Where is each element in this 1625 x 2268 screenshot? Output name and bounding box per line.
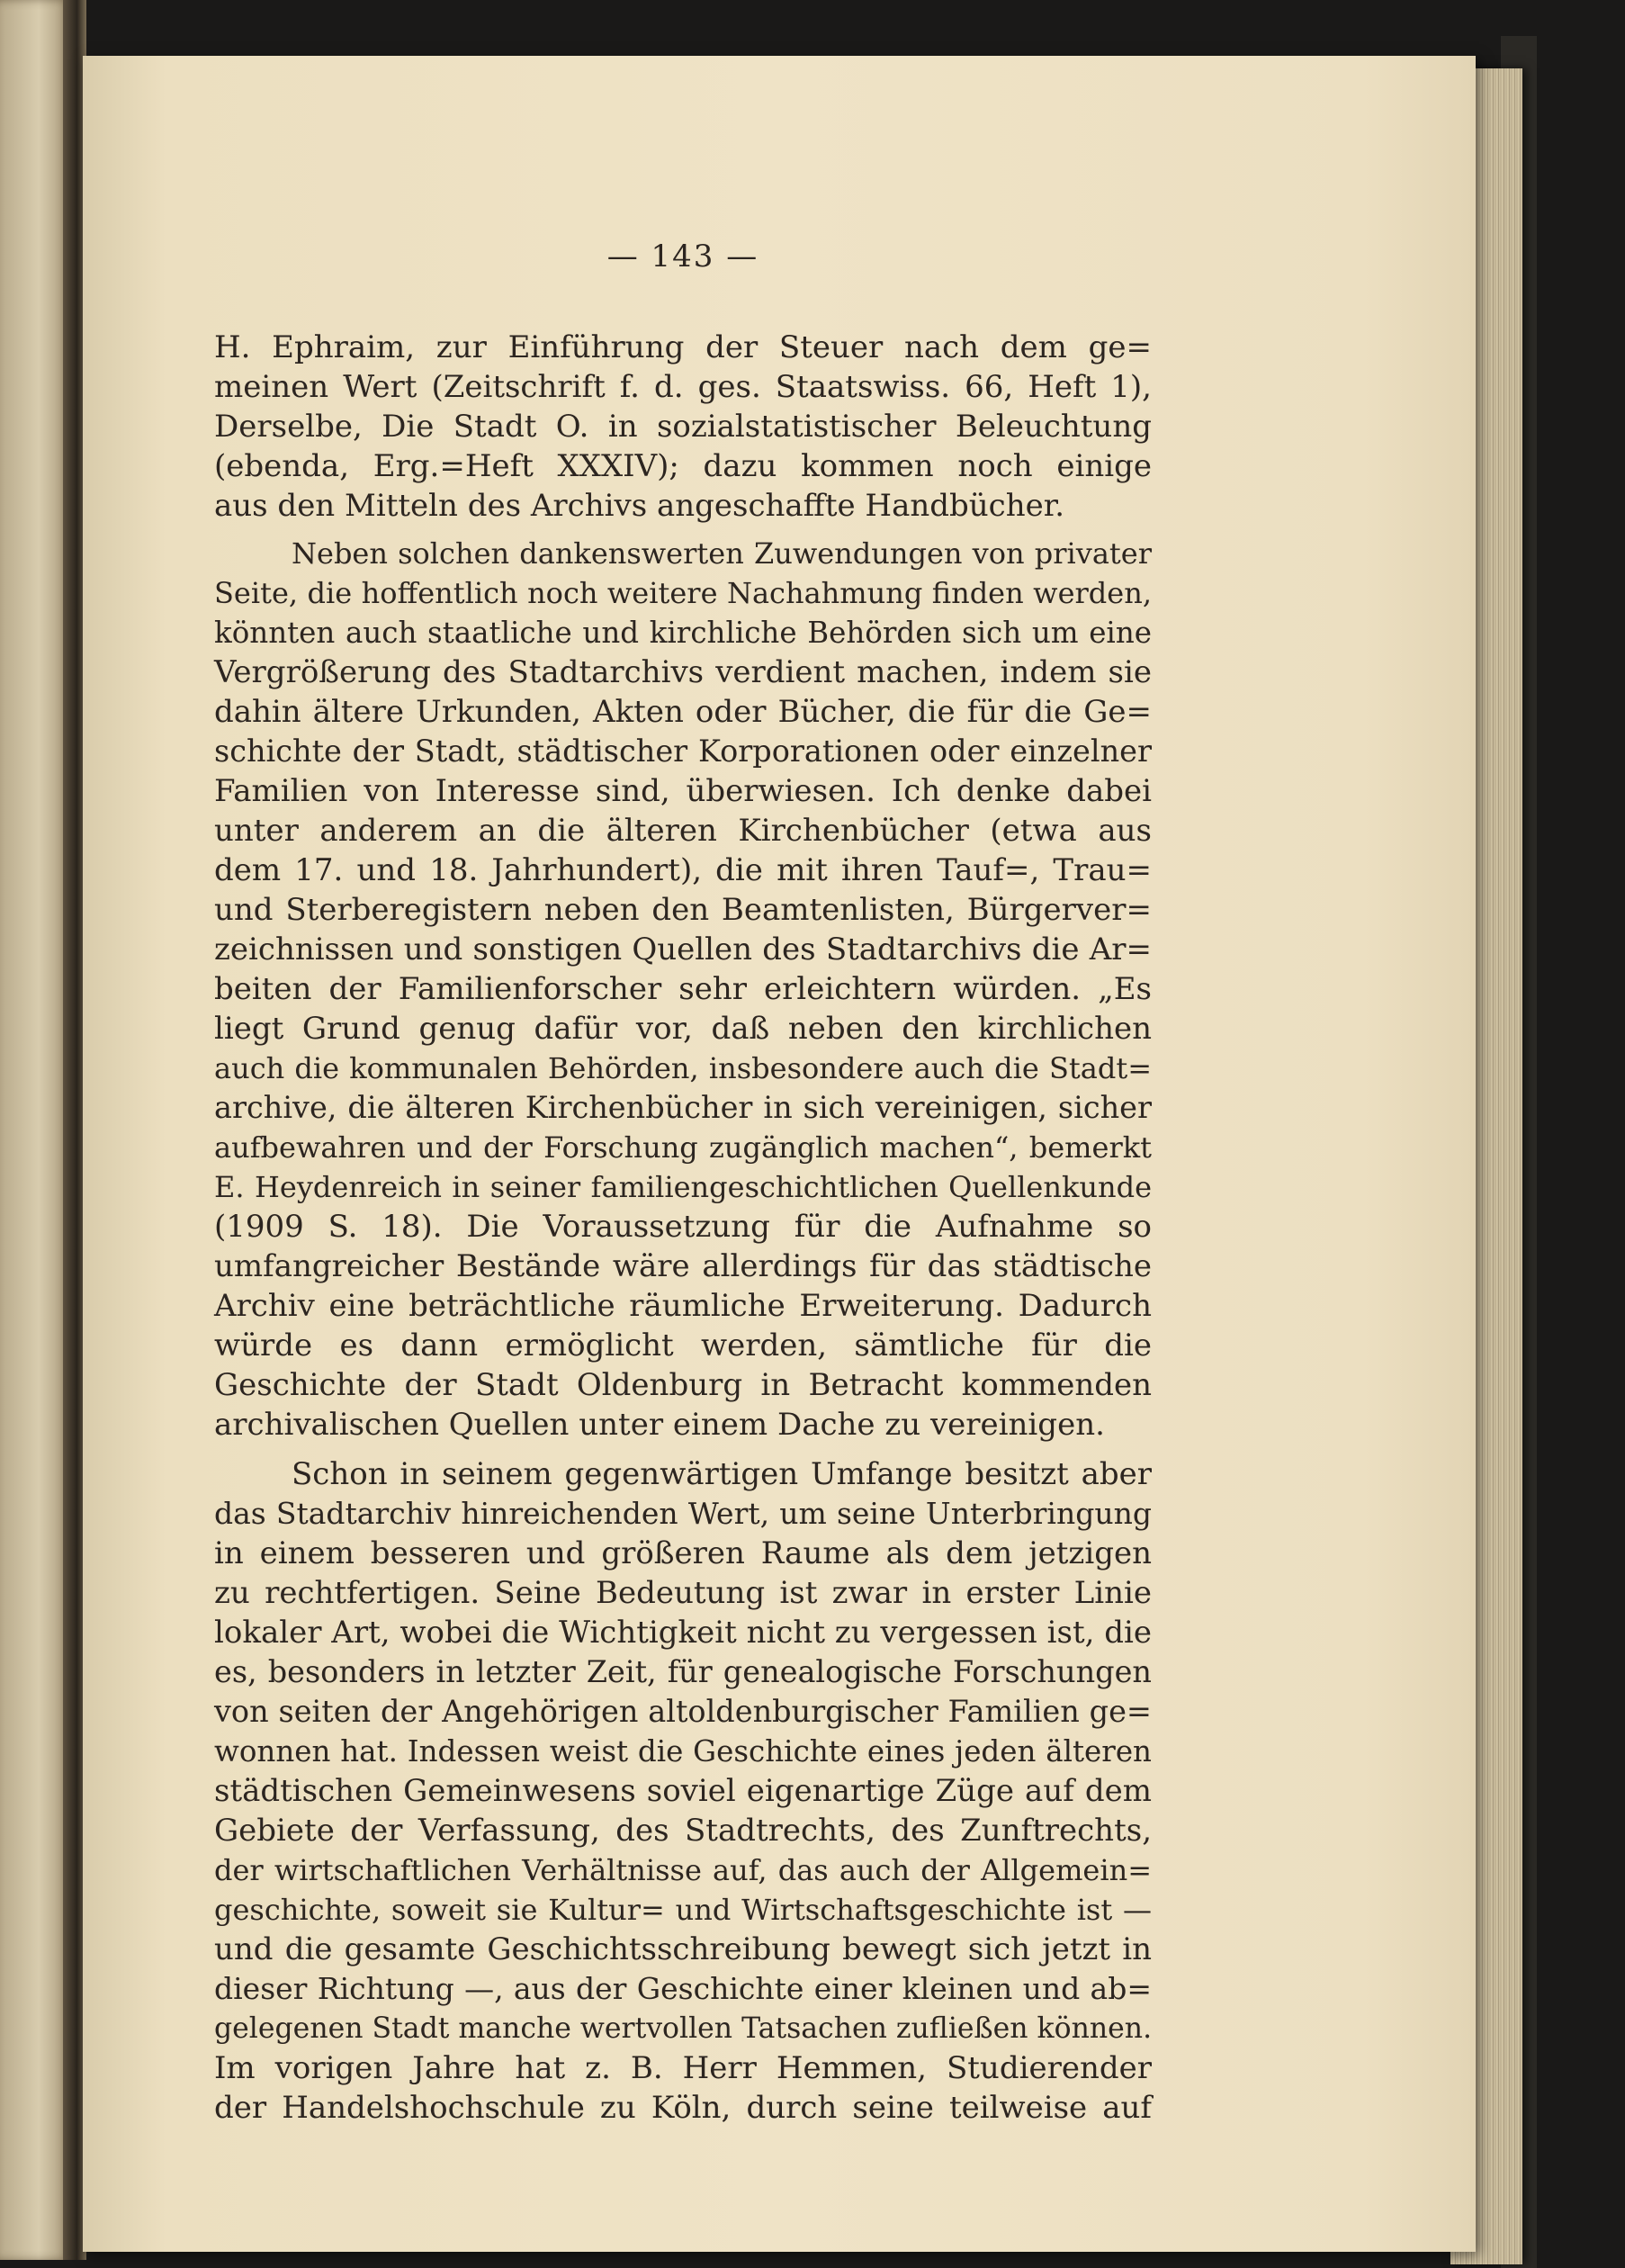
text-line: beiten der Familienforscher sehr erleichtern würden. „Es	[214, 971, 1152, 1007]
text-line: Schon in seinem gegenwärtigen Umfange besitzt aber	[292, 1456, 1152, 1492]
text-line: H. Ephraim, zur Einführung der Steuer nach dem ge=	[214, 329, 1152, 365]
text-line: es, besonders in letzter Zeit, für genealogische Forschungen	[214, 1654, 1152, 1689]
text-line: zu rechtfertigen. Seine Bedeutung ist zwar in erster Linie	[214, 1575, 1152, 1611]
text-line: dahin ältere Urkunden, Akten oder Bücher, die für die Ge=	[214, 694, 1152, 730]
text-line: der Handelshochschule zu Köln, durch seine teilweise auf	[214, 2090, 1152, 2126]
text-line: archive, die älteren Kirchenbücher in sich vereinigen, sicher	[214, 1090, 1152, 1125]
text-line: liegt Grund genug dafür vor, daß neben den kirchlichen	[214, 1011, 1152, 1047]
text-line: umfangreicher Bestände wäre allerdings für das städtische	[214, 1248, 1152, 1284]
text-line: das Stadtarchiv hinreichenden Wert, um seine Unterbringung	[214, 1496, 1152, 1531]
text-line: geschichte, soweit sie Kultur= und Wirtschaftsgeschichte ist —	[214, 1893, 1152, 1927]
text-line: E. Heydenreich in seiner familiengeschichtlichen Quellenkunde	[214, 1170, 1152, 1204]
text-line: Derselbe, Die Stadt O. in sozialstatistischer Beleuchtung	[214, 409, 1152, 445]
text-line: Neben solchen dankenswerten Zuwendungen von privater	[292, 536, 1152, 571]
page-number: — 143 —	[606, 238, 759, 274]
text-line: lokaler Art, wobei die Wichtigkeit nicht zu vergessen ist, die	[214, 1615, 1152, 1651]
text-line: zeichnissen und sonstigen Quellen des Stadtarchivs die Ar=	[214, 932, 1152, 968]
text-line: würde es dann ermöglicht werden, sämtliche für die	[214, 1328, 1152, 1364]
text-line: von seiten der Angehörigen altoldenburgischer Familien ge=	[214, 1694, 1152, 1729]
text-line: Geschichte der Stadt Oldenburg in Betracht kommenden	[214, 1367, 1152, 1403]
text-line: Seite, die hoffentlich noch weitere Nachahmung finden werden,	[214, 576, 1152, 610]
text-line: (1909 S. 18). Die Voraussetzung für die Aufnahme so	[214, 1209, 1152, 1245]
text-line: aufbewahren und der Forschung zugänglich machen“, bemerkt	[214, 1130, 1152, 1165]
text-line: könnten auch staatliche und kirchliche Behörden sich um eine	[214, 616, 1152, 650]
text-line: Gebiete der Verfassung, des Stadtrechts, des Zunftrechts,	[214, 1813, 1152, 1849]
text-line: Im vorigen Jahre hat z. B. Herr Hemmen, Studierender	[214, 2050, 1152, 2086]
text-line: (ebenda, Erg.=Heft XXXIV); dazu kommen noch einige	[214, 448, 1152, 484]
text-line: Vergrößerung des Stadtarchivs verdient machen, indem sie	[214, 654, 1152, 690]
text-line: dieser Richtung —, aus der Geschichte einer kleinen und ab=	[214, 1971, 1152, 2006]
text-line: unter anderem an die älteren Kirchenbücher (etwa aus	[214, 813, 1152, 849]
text-line: und die gesamte Geschichtsschreibung bewegt sich jetzt in	[214, 1931, 1152, 1967]
left-page-edge	[0, 0, 70, 2260]
text-line: und Sterberegistern neben den Beamtenlisten, Bürgerver=	[214, 892, 1152, 928]
text-line: in einem besseren und größeren Raume als dem jetzigen	[214, 1535, 1152, 1571]
text-line: der wirtschaftlichen Verhältnisse auf, das auch der Allgemein=	[214, 1853, 1152, 1887]
text-line: gelegenen Stadt manche wertvollen Tatsachen zufließen können.	[214, 2012, 1153, 2045]
text-line: Archiv eine beträchtliche räumliche Erweiterung. Dadurch	[214, 1288, 1152, 1324]
text-line: Familien von Interesse sind, überwiesen. Ich denke dabei	[214, 773, 1152, 809]
text-line: schichte der Stadt, städtischer Korporationen oder einzelner	[214, 734, 1152, 769]
text-line: städtischen Gemeinwesens soviel eigenartige Züge auf dem	[214, 1773, 1152, 1809]
text-line: auch die kommunalen Behörden, insbesondere auch die Stadt=	[214, 1051, 1152, 1085]
text-line: archivalischen Quellen unter einem Dache zu vereinigen.	[214, 1407, 1105, 1443]
text-line: meinen Wert (Zeitschrift f. d. ges. Staatswiss. 66, Heft 1),	[214, 369, 1152, 405]
text-line: aus den Mitteln des Archivs angeschaffte Handbücher.	[214, 488, 1065, 524]
text-line: wonnen hat. Indessen weist die Geschichte eines jeden älteren	[214, 1734, 1152, 1768]
text-line: dem 17. und 18. Jahrhundert), die mit ihren Tauf=, Trau=	[214, 852, 1152, 888]
